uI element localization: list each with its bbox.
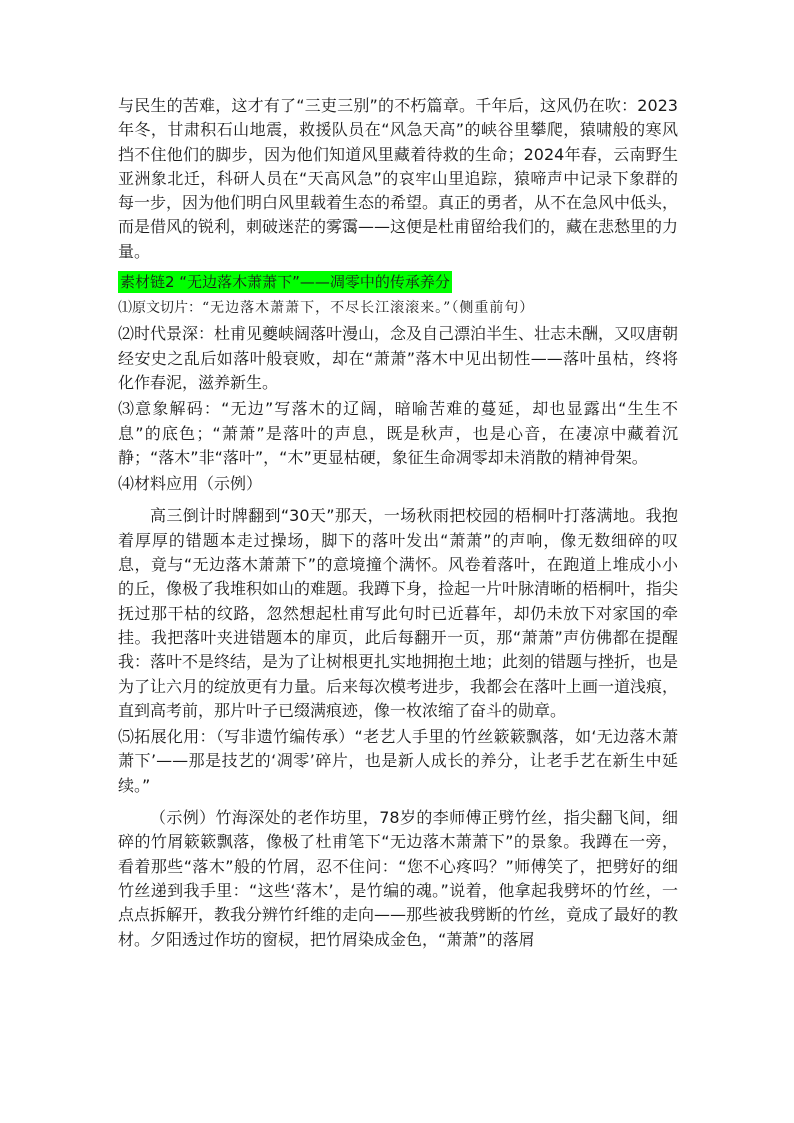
paragraph-intro: 与民生的苦难，这才有了“三吏三别”的不朽篇章。千年后，这风仍在吹：2023年冬，甘肃积石山地震，救援队员在“风急天高”的峡谷里攀爬，猿啸般的寒风挡不住他们的脚步，因为他们知道风里藏着待救的生命；2024年春，云南野生亚洲象北迁，科研人员在“天高风急”的哀牢山里追踪，猿啼声中记录下象群的每一步，因为他们明白风里载着生态的希望。真正的勇者，从不在急风中低头，而是借风的锐利，刺破迷茫的雾霭——这便是杜甫留给我们的，藏在悲愁里的力量。 <box>118 96 679 261</box>
paragraph-apply-title: ⑷材料应用（示例） <box>118 474 263 494</box>
paragraph-background: ⑵时代景深：杜甫见夔峡阔落叶漫山，念及自己漂泊半生、壮志未酬，又叹唐朝经安史之乱后如落叶般衰败，却在“萧萧”落木中见出韧性——落叶虽枯，终将化作春泥，滋养新生。 <box>118 324 679 392</box>
paragraph-example: （示例）竹海深处的老作坊里，78岁的李师傅正劈竹丝，指尖翻飞间，细碎的竹屑簌簌飘落，像极了杜甫笔下“无边落木萧萧下”的景象。我蹲在一旁，看着那些“落木”般的竹屑，忍不住问：“您不心疼吗？”师傅笑了，把劈好的细竹丝递到我手里：“这些‘落木’，是竹编的魂。”说着，他拿起我劈坏的竹丝，一点点拆解开，教我分辨竹纤维的走向——那些被我劈断的竹丝，竟成了最好的教材。夕阳透过作坊的窗棂，把竹屑染成金色，“萧萧”的落屑 <box>118 808 679 949</box>
document-page <box>118 94 678 952</box>
paragraph-apply-body: 高三倒计时牌翻到“30天”那天，一场秋雨把校园的梧桐叶打落满地。我抱着厚厚的错题本走过操场，脚下的落叶发出“萧萧”的声响，像无数细碎的叹息，竟与“无边落木萧萧下”的意境撞个满怀。风卷着落叶，在跑道上堆成小小的丘，像极了我堆积如山的难题。我蹲下身，捡起一片叶脉清晰的梧桐叶，指尖抚过那干枯的纹路，忽然想起杜甫写此句时已近暮年，却仍未放下对家国的牵挂。我把落叶夹进错题本的扉页，此后每翻开一页，那“萧萧”声仿佛都在提醒我：落叶不是终结，是为了让树根更扎实地拥抱土地；此刻的错题与挫折，也是为了让六月的绽放更有力量。后来每次模考进步，我都会在落叶上画一道浅痕，直到高考前，那片叶子已缀满痕迹，像一枚浓缩了奋斗的勋章。 <box>118 506 679 720</box>
quote-line <box>118 296 678 320</box>
paragraph-imagery: ⑶意象解码：“无边”写落木的辽阔，暗喻苦难的蔓延，却也显露出“生生不息”的底色；“萧萧”是落叶的声息，既是秋声，也是心音，在凄凉中藏着沉静；“落木”非“落叶”，“木”更显枯硬，象征生命凋零却未消散的精神骨架。 <box>118 399 678 467</box>
section-heading-line <box>118 270 678 294</box>
section-heading-highlight: 素材链2 “无边落木萧萧下”——凋零中的传承养分 <box>120 273 450 292</box>
quote-prefix: ⑴原文切片： <box>118 300 202 317</box>
quote-text: “无边落木萧萧下，不尽长江滚滚来。”（侧重前句） <box>202 300 535 317</box>
paragraph-extend: ⑸拓展化用：（写非遗竹编传承）“老艺人手里的竹丝簌簌飘落，如‘无边落木萧萧下’——那是技艺的‘凋零’碎片，也是新人成长的养分，让老手艺在新生中延续。” <box>118 727 678 795</box>
